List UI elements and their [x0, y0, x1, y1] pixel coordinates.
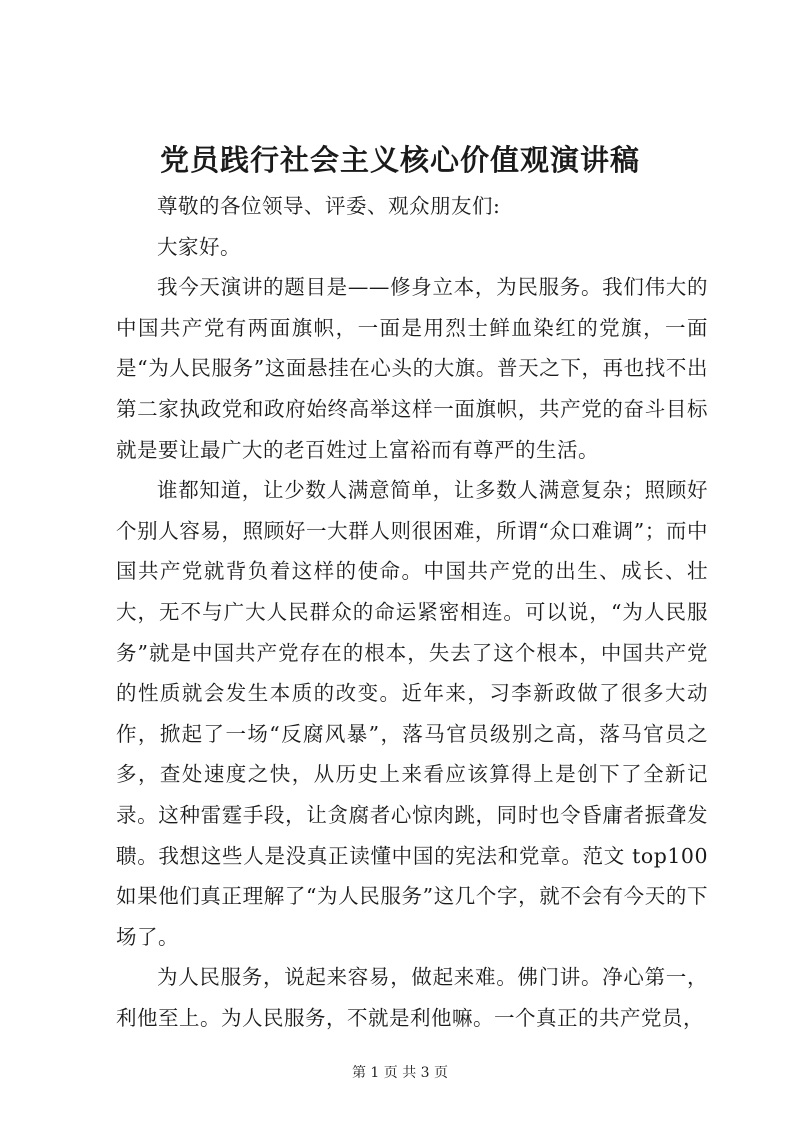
document-body — [116, 186, 708, 1038]
paragraph-greeting: 大家好。 — [157, 234, 241, 259]
document-title: 党员践行社会主义核心价值观演讲稿 — [159, 143, 640, 177]
paragraph-mission: 谁都知道，让少数人满意简单，让多数人满意复杂；照顾好个别人容易，照顾好一大群人则很困难，所谓“众口难调”；而中国共产党就背负着这样的使命。中国共产党的出生、成长、壮大，无不与广大人民群众的命运紧密相连。可以说，“为人民服务”就是中国共产党存在的根本，失去了这个根本，中国共产党的性质就会发生本质的改变。近年来，习李新政做了很多大动作，掀起了一场“反腐风暴”，落马官员级别之高，落马官员之多，查处速度之快，从历史上来看应该算得上是创下了全新记录。这种雷霆手段，让贪腐者心惊肉跳，同时也令昏庸者振聋发聩。我想这些人是没真正读懂中国的宪法和党章。范文 top100 如果他们真正理解了“为人民服务”这几个字，就不会有今天的下场了。 — [116, 478, 708, 949]
paragraph-serve-people: 为人民服务，说起来容易，做起来难。佛门讲。净心第一，利他至上。为人民服务，不就是利他嘛。一个真正的共产党员， — [116, 965, 708, 1030]
paragraph-topic: 我今天演讲的题目是——修身立本，为民服务。我们伟大的中国共产党有两面旗帜，一面是用烈士鲜血染红的党旗，一面是“为人民服务”这面悬挂在心头的大旗。普天之下，再也找不出第二家执政党和政府始终高举这样一面旗帜，共产党的奋斗目标就是要让最广大的老百姓过上富裕而有尊严的生活。 — [116, 275, 708, 462]
paragraph-salutation: 尊敬的各位领导、评委、观众朋友们: — [157, 194, 501, 218]
page-footer: 第 1 页 共 3 页 — [351, 1065, 449, 1081]
